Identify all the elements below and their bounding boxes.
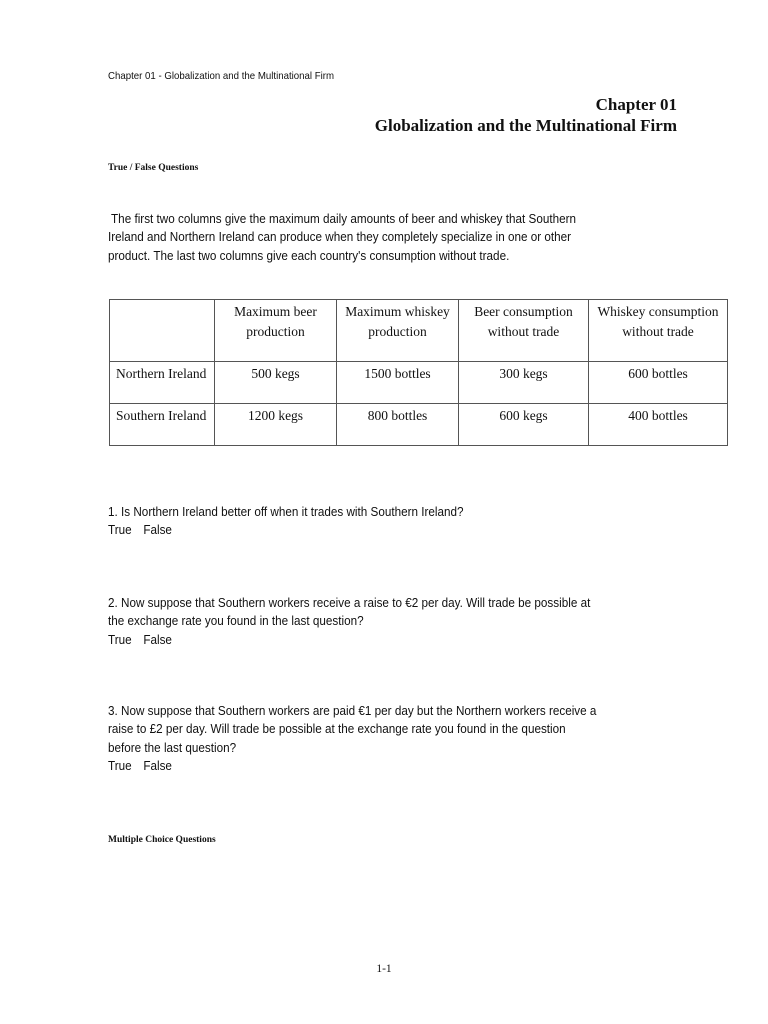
table-cell: 500 kegs (215, 362, 337, 404)
title-block (375, 94, 677, 136)
question-text: raise to £2 per day. Will trade be possible at the exchange rate you found in the question (108, 721, 566, 737)
table-cell: Southern Ireland (110, 404, 215, 446)
answer-true[interactable]: True (108, 522, 132, 538)
page-number: 1-1 (376, 963, 392, 975)
table-header-row (110, 300, 728, 362)
multiple-choice-heading: Multiple Choice Questions (108, 835, 216, 845)
table-cell: 600 bottles (589, 362, 728, 404)
chapter-title: Chapter 01 (595, 95, 677, 114)
chapter-subtitle: Globalization and the Multinational Firm (374, 116, 677, 135)
answer-false[interactable]: False (143, 758, 172, 774)
table-cell: Northern Ireland (110, 362, 215, 404)
answer-false[interactable]: False (143, 631, 172, 647)
intro-line: Ireland and Northern Ireland can produce when they completely specialize in one or other (108, 229, 572, 245)
answer-options (108, 757, 684, 775)
table-header-cell: Maximum whiskey production (337, 300, 459, 362)
table-cell: 400 bottles (589, 404, 728, 446)
answer-false[interactable]: False (143, 522, 172, 538)
table-row (110, 362, 728, 404)
table-cell: 600 kegs (459, 404, 589, 446)
table-cell: 1200 kegs (215, 404, 337, 446)
table-header-cell (110, 300, 215, 362)
true-false-heading: True / False Questions (108, 163, 199, 173)
answer-options (108, 631, 684, 649)
table-cell: 300 kegs (459, 362, 589, 404)
question-text: 1. Is Northern Ireland better off when it trades with Southern Ireland? (108, 504, 464, 519)
question-1 (108, 503, 684, 540)
production-table (109, 299, 728, 446)
question-3 (108, 702, 684, 776)
answer-true[interactable]: True (108, 631, 132, 647)
intro-paragraph (108, 210, 675, 265)
intro-line: product. The last two columns give each country's consumption without trade. (108, 247, 510, 263)
question-text: 3. Now suppose that Southern workers are paid €1 per day but the Northern workers receive a (108, 703, 597, 718)
question-text: before the last question? (108, 739, 237, 755)
table-cell: 1500 bottles (337, 362, 459, 404)
answer-options (108, 521, 684, 539)
table-header-cell: Beer consumption without trade (459, 300, 589, 362)
question-2 (108, 594, 684, 649)
question-text: 2. Now suppose that Southern workers receive a raise to €2 per day. Will trade be possible at (108, 595, 591, 610)
table-cell: 800 bottles (337, 404, 459, 446)
table-header-cell: Whiskey consumption without trade (589, 300, 728, 362)
intro-line: The first two columns give the maximum daily amounts of beer and whiskey that Southern (108, 211, 577, 226)
running-header: Chapter 01 - Globalization and the Multinational Firm (108, 70, 335, 82)
answer-true[interactable]: True (108, 758, 132, 774)
table-row (110, 404, 728, 446)
question-text: the exchange rate you found in the last question? (108, 613, 364, 629)
table-header-cell: Maximum beer production (215, 300, 337, 362)
